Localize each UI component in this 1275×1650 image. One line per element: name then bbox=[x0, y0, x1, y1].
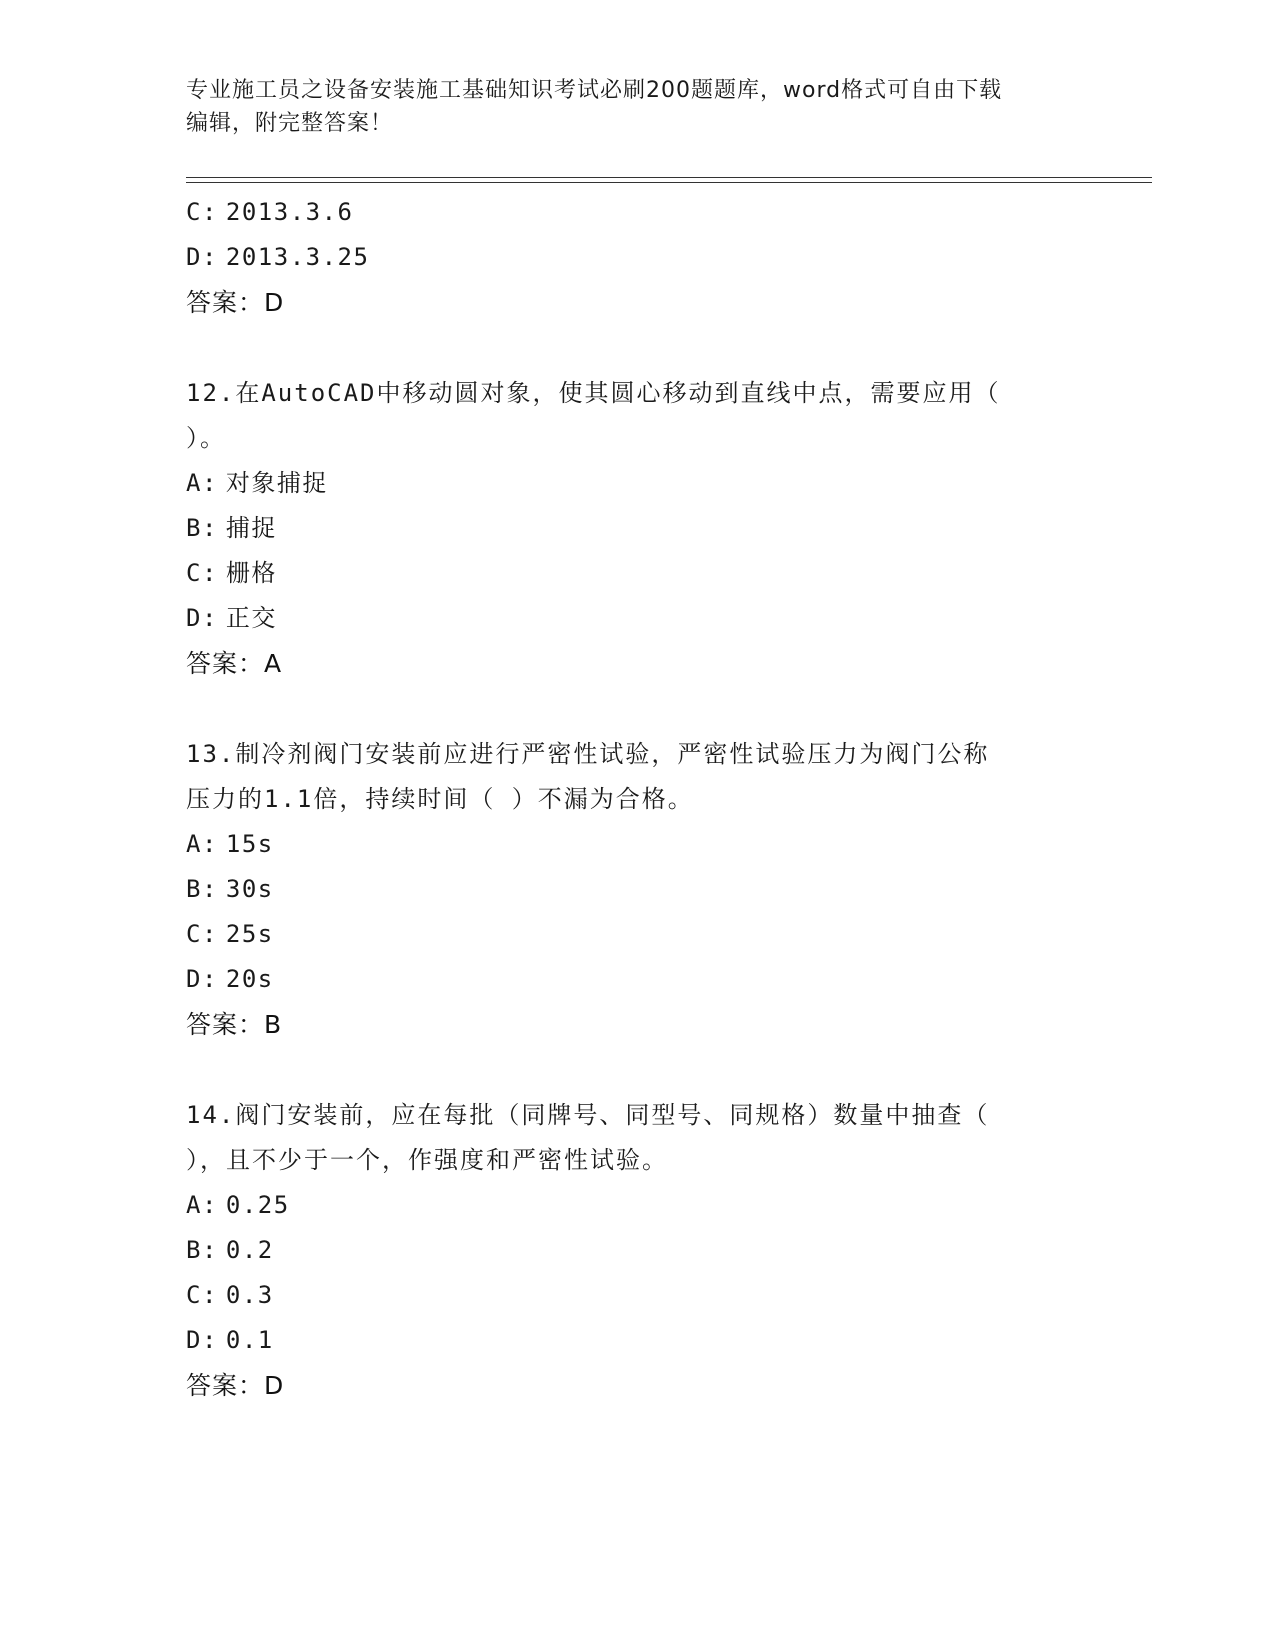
question-11-tail bbox=[186, 190, 1076, 325]
option-text: 对象捕捉 bbox=[225, 469, 328, 497]
option-text: 0.25 bbox=[225, 1191, 290, 1219]
option-label: D: bbox=[186, 1326, 218, 1354]
option-text: 30s bbox=[225, 875, 274, 903]
option-a bbox=[186, 822, 1076, 867]
option-a bbox=[186, 461, 1076, 506]
option-d bbox=[186, 596, 1076, 641]
option-b bbox=[186, 506, 1076, 551]
answer-line: 答案：D bbox=[186, 288, 285, 317]
option-label: B: bbox=[186, 514, 218, 542]
question-12 bbox=[186, 371, 1076, 686]
option-label: A: bbox=[186, 469, 218, 497]
option-c bbox=[186, 551, 1076, 596]
option-text: 15s bbox=[225, 830, 274, 858]
option-text: 0.3 bbox=[225, 1281, 274, 1309]
option-label: A: bbox=[186, 1191, 218, 1219]
answer-line: 答案：A bbox=[186, 649, 283, 678]
option-d bbox=[186, 1318, 1076, 1363]
spacer bbox=[186, 325, 1076, 371]
option-label: C: bbox=[186, 1281, 218, 1309]
document-header bbox=[186, 74, 1066, 140]
option-label: C: bbox=[186, 559, 218, 587]
spacer bbox=[186, 1047, 1076, 1093]
option-text: 捕捉 bbox=[225, 514, 277, 542]
option-label: D: bbox=[186, 604, 218, 632]
option-label: D: bbox=[186, 965, 218, 993]
question-text-line-2: ）。 bbox=[186, 424, 226, 452]
answer-line: 答案：B bbox=[186, 1010, 283, 1039]
question-14 bbox=[186, 1093, 1076, 1408]
question-13 bbox=[186, 732, 1076, 1047]
question-text-line-2: ），且不少于一个，作强度和严密性试验。 bbox=[186, 1146, 668, 1174]
option-text: 0.1 bbox=[225, 1326, 274, 1354]
question-text-line-1: 12.在AutoCAD中移动圆对象，使其圆心移动到直线中点，需要应用（ bbox=[186, 379, 1001, 407]
answer-line: 答案：D bbox=[186, 1371, 285, 1400]
option-label: C: bbox=[186, 198, 218, 226]
option-label: B: bbox=[186, 1236, 218, 1264]
question-text-line-2: 压力的1.1倍，持续时间（ ）不漏为合格。 bbox=[186, 785, 694, 813]
option-label: B: bbox=[186, 875, 218, 903]
option-label: A: bbox=[186, 830, 218, 858]
option-text: 正交 bbox=[225, 604, 277, 632]
option-d bbox=[186, 235, 1076, 280]
option-c bbox=[186, 912, 1076, 957]
question-text-line-1: 14.阀门安装前，应在每批（同牌号、同型号、同规格）数量中抽查（ bbox=[186, 1101, 990, 1129]
spacer bbox=[186, 686, 1076, 732]
option-a bbox=[186, 1183, 1076, 1228]
option-text: 栅格 bbox=[225, 559, 277, 587]
header-title-line-1: 专业施工员之设备安装施工基础知识考试必刷200题题库，word格式可自由下载 bbox=[186, 78, 1003, 103]
option-label: D: bbox=[186, 243, 218, 271]
question-list bbox=[186, 190, 1076, 1408]
option-text: 20s bbox=[225, 965, 274, 993]
option-c bbox=[186, 190, 1076, 235]
option-text: 2013.3.25 bbox=[225, 243, 370, 271]
option-label: C: bbox=[186, 920, 218, 948]
question-text-line-1: 13.制冷剂阀门安装前应进行严密性试验，严密性试验压力为阀门公称 bbox=[186, 740, 990, 768]
header-divider-top bbox=[186, 177, 1152, 178]
option-text: 25s bbox=[225, 920, 274, 948]
option-d bbox=[186, 957, 1076, 1002]
header-title-line-2: 编辑，附完整答案！ bbox=[186, 111, 394, 136]
option-text: 0.2 bbox=[225, 1236, 274, 1264]
option-text: 2013.3.6 bbox=[225, 198, 354, 226]
option-b bbox=[186, 1228, 1076, 1273]
option-c bbox=[186, 1273, 1076, 1318]
option-b bbox=[186, 867, 1076, 912]
header-divider-bottom bbox=[186, 182, 1152, 183]
